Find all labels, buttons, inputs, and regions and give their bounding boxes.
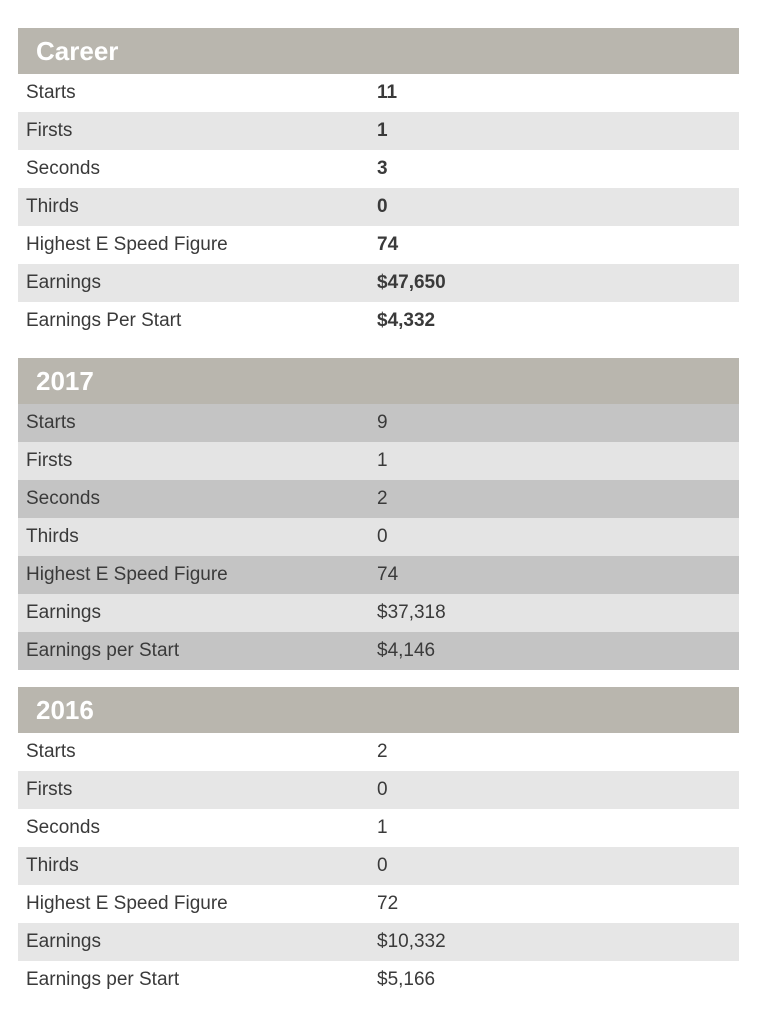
row-value: $47,650 (377, 272, 446, 293)
row-label: Earnings (26, 931, 101, 952)
section-title: 2017 (18, 358, 739, 404)
career-section (18, 28, 739, 340)
table-row (18, 404, 739, 442)
row-value: 2 (377, 488, 388, 509)
table-row (18, 226, 739, 264)
row-label: Earnings Per Start (26, 310, 182, 331)
row-label: Highest E Speed Figure (26, 893, 228, 914)
row-label: Seconds (26, 488, 100, 509)
row-label: Firsts (26, 120, 73, 141)
table-row (18, 556, 739, 594)
row-label: Highest E Speed Figure (26, 234, 228, 255)
row-value: $4,146 (377, 640, 436, 661)
table-row (18, 885, 739, 923)
table-row (18, 961, 739, 999)
row-value: 0 (377, 779, 388, 800)
row-label: Starts (26, 741, 76, 762)
row-value: 11 (377, 82, 398, 103)
table-row (18, 112, 739, 150)
stats-table (18, 733, 739, 999)
row-label: Starts (26, 82, 76, 103)
table-row (18, 480, 739, 518)
stats-table (18, 404, 739, 670)
row-value: $10,332 (377, 931, 446, 952)
row-label: Earnings per Start (26, 969, 180, 990)
table-row (18, 518, 739, 556)
row-label: Thirds (26, 196, 79, 217)
table-row (18, 632, 739, 670)
year-2016-section (18, 687, 739, 999)
table-row (18, 733, 739, 771)
row-value: 1 (377, 450, 388, 471)
row-value: 74 (377, 564, 399, 585)
row-label: Firsts (26, 779, 73, 800)
row-label: Seconds (26, 158, 100, 179)
row-label: Firsts (26, 450, 73, 471)
row-label: Earnings per Start (26, 640, 180, 661)
row-value: 0 (377, 196, 388, 217)
stats-table (18, 74, 739, 340)
year-2017-section (18, 358, 739, 670)
row-value: 1 (377, 817, 388, 838)
row-value: 72 (377, 893, 399, 914)
row-label: Thirds (26, 526, 79, 547)
section-title: 2016 (18, 687, 739, 733)
row-value: $37,318 (377, 602, 446, 623)
table-row (18, 150, 739, 188)
table-row (18, 264, 739, 302)
row-value: 74 (377, 234, 399, 255)
row-value: 2 (377, 741, 388, 762)
row-label: Earnings (26, 602, 101, 623)
row-label: Earnings (26, 272, 101, 293)
table-row (18, 847, 739, 885)
row-label: Seconds (26, 817, 100, 838)
section-title: Career (18, 28, 739, 74)
row-value: 9 (377, 412, 388, 433)
table-row (18, 809, 739, 847)
row-label: Starts (26, 412, 76, 433)
table-row (18, 771, 739, 809)
row-value: 0 (377, 526, 388, 547)
table-row (18, 188, 739, 226)
row-value: 3 (377, 158, 388, 179)
row-value: 0 (377, 855, 388, 876)
row-label: Thirds (26, 855, 79, 876)
table-row (18, 302, 739, 340)
row-value: $4,332 (377, 310, 436, 331)
row-value: $5,166 (377, 969, 436, 990)
row-value: 1 (377, 120, 388, 141)
row-label: Highest E Speed Figure (26, 564, 228, 585)
table-row (18, 594, 739, 632)
table-row (18, 442, 739, 480)
table-row (18, 923, 739, 961)
table-row (18, 74, 739, 112)
